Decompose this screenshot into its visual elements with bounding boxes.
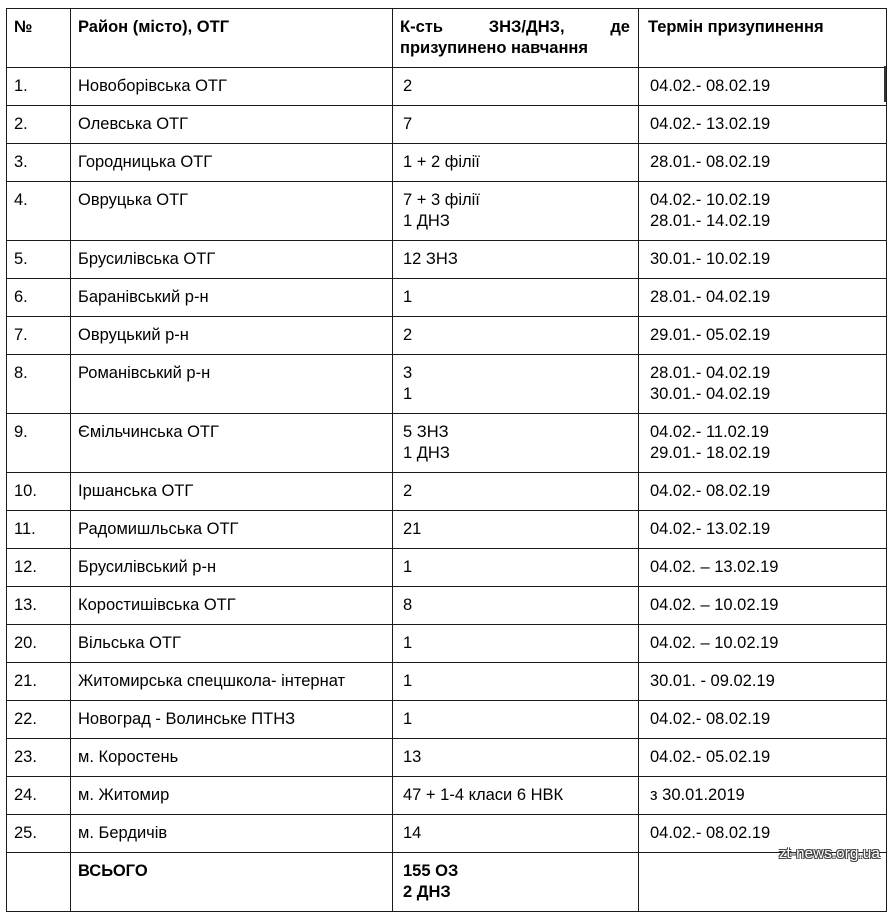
row-term bbox=[639, 473, 887, 511]
row-district: Брусилівська ОТГ bbox=[71, 241, 393, 279]
row-number: 23. bbox=[7, 739, 71, 777]
row-number: 13. bbox=[7, 587, 71, 625]
row-term-line: 04.02.- 08.02.19 bbox=[650, 710, 771, 728]
row-count-line: 47 + 1-4 класи 6 НВК bbox=[403, 786, 564, 804]
row-number: 1. bbox=[7, 68, 71, 106]
row-count bbox=[393, 511, 639, 549]
row-count-line: 2 bbox=[403, 326, 413, 344]
row-number: 7. bbox=[7, 317, 71, 355]
row-count-line: 1 + 2 філії bbox=[403, 153, 480, 171]
total-label: ВСЬОГО bbox=[71, 853, 393, 912]
total-row bbox=[7, 853, 887, 912]
row-term-line: з 30.01.2019 bbox=[650, 786, 745, 804]
row-term-line: 28.01.- 08.02.19 bbox=[650, 153, 771, 171]
table-row bbox=[7, 182, 887, 241]
total-count bbox=[393, 853, 639, 912]
table-row bbox=[7, 68, 887, 106]
row-count bbox=[393, 663, 639, 701]
page-edge-divider bbox=[884, 66, 886, 102]
row-term bbox=[639, 317, 887, 355]
row-number: 11. bbox=[7, 511, 71, 549]
row-count bbox=[393, 815, 639, 853]
row-term-line: 04.02. – 13.02.19 bbox=[650, 558, 779, 576]
row-count-line: 8 bbox=[403, 596, 413, 614]
row-district: м. Житомир bbox=[71, 777, 393, 815]
row-number: 6. bbox=[7, 279, 71, 317]
row-count-line: 1 ДНЗ bbox=[403, 444, 450, 462]
table-row bbox=[7, 701, 887, 739]
row-number: 5. bbox=[7, 241, 71, 279]
row-term bbox=[639, 241, 887, 279]
table-row bbox=[7, 473, 887, 511]
row-count bbox=[393, 317, 639, 355]
row-count-line: 21 bbox=[403, 520, 422, 538]
row-district: Овруцька ОТГ bbox=[71, 182, 393, 241]
table-row bbox=[7, 587, 887, 625]
row-district: м. Бердичів bbox=[71, 815, 393, 853]
row-term-line: 04.02.- 08.02.19 bbox=[650, 482, 771, 500]
row-number: 21. bbox=[7, 663, 71, 701]
row-number: 22. bbox=[7, 701, 71, 739]
row-term-line: 04.02.- 11.02.19 bbox=[650, 423, 769, 441]
table-row bbox=[7, 815, 887, 853]
header-term: Термін призупинення bbox=[639, 9, 887, 68]
row-district: Баранівський р-н bbox=[71, 279, 393, 317]
table-row bbox=[7, 777, 887, 815]
row-count bbox=[393, 777, 639, 815]
row-term bbox=[639, 739, 887, 777]
row-count-line: 3 bbox=[403, 364, 413, 382]
row-term-line: 29.01.- 05.02.19 bbox=[650, 326, 771, 344]
row-number: 8. bbox=[7, 355, 71, 414]
row-term bbox=[639, 587, 887, 625]
row-count-line: 5 ЗНЗ bbox=[403, 423, 449, 441]
table-body bbox=[7, 9, 887, 912]
row-number: 4. bbox=[7, 182, 71, 241]
total-count-line: 2 ДНЗ bbox=[403, 883, 451, 901]
row-number: 10. bbox=[7, 473, 71, 511]
row-term-line: 28.01.- 14.02.19 bbox=[650, 212, 771, 230]
row-district: Вільська ОТГ bbox=[71, 625, 393, 663]
row-term bbox=[639, 144, 887, 182]
row-term-line: 30.01. - 09.02.19 bbox=[650, 672, 775, 690]
row-count bbox=[393, 701, 639, 739]
table-row bbox=[7, 355, 887, 414]
row-term bbox=[639, 279, 887, 317]
row-term-line: 29.01.- 18.02.19 bbox=[650, 444, 771, 462]
row-count-line: 1 bbox=[403, 710, 413, 728]
table-row bbox=[7, 511, 887, 549]
row-term bbox=[639, 511, 887, 549]
header-district: Район (місто), ОТГ bbox=[71, 9, 393, 68]
row-term-line: 30.01.- 10.02.19 bbox=[650, 250, 771, 268]
site-watermark: zt-news.org.ua bbox=[778, 845, 880, 862]
row-count bbox=[393, 549, 639, 587]
row-term bbox=[639, 182, 887, 241]
row-number: 12. bbox=[7, 549, 71, 587]
row-count-line: 1 bbox=[403, 634, 413, 652]
row-term bbox=[639, 355, 887, 414]
table-row bbox=[7, 625, 887, 663]
table-row bbox=[7, 549, 887, 587]
row-term-line: 04.02.- 10.02.19 bbox=[650, 191, 771, 209]
row-count bbox=[393, 414, 639, 473]
row-term-line: 28.01.- 04.02.19 bbox=[650, 364, 771, 382]
row-count-line: 1 bbox=[403, 672, 413, 690]
table-header-row bbox=[7, 9, 887, 68]
table-row bbox=[7, 739, 887, 777]
table-row bbox=[7, 279, 887, 317]
row-term-line: 04.02.- 08.02.19 bbox=[650, 824, 771, 842]
row-district: м. Коростень bbox=[71, 739, 393, 777]
total-number bbox=[7, 853, 71, 912]
header-count: К-сть ЗНЗ/ДНЗ, де призупинено навчання bbox=[393, 9, 639, 68]
row-count bbox=[393, 355, 639, 414]
row-count-line: 7 + 3 філії bbox=[403, 191, 480, 209]
table-row bbox=[7, 317, 887, 355]
row-count bbox=[393, 473, 639, 511]
row-district: Романівський р-н bbox=[71, 355, 393, 414]
row-district: Брусилівський р-н bbox=[71, 549, 393, 587]
row-term-line: 04.02. – 10.02.19 bbox=[650, 634, 779, 652]
row-term bbox=[639, 701, 887, 739]
row-count-line: 1 ДНЗ bbox=[403, 212, 450, 230]
row-count bbox=[393, 182, 639, 241]
row-count-line: 1 bbox=[403, 288, 413, 306]
row-count-line: 2 bbox=[403, 77, 413, 95]
row-count-line: 1 bbox=[403, 385, 413, 403]
row-term-line: 04.02. – 10.02.19 bbox=[650, 596, 779, 614]
header-number: № bbox=[7, 9, 71, 68]
row-district: Коростишівська ОТГ bbox=[71, 587, 393, 625]
row-term bbox=[639, 777, 887, 815]
row-district: Городницька ОТГ bbox=[71, 144, 393, 182]
row-number: 25. bbox=[7, 815, 71, 853]
row-district: Олевська ОТГ bbox=[71, 106, 393, 144]
row-number: 2. bbox=[7, 106, 71, 144]
row-district: Новоборівська ОТГ bbox=[71, 68, 393, 106]
row-district: Іршанська ОТГ bbox=[71, 473, 393, 511]
row-count bbox=[393, 68, 639, 106]
row-count-line: 2 bbox=[403, 482, 413, 500]
row-district: Новоград - Волинське ПТНЗ bbox=[71, 701, 393, 739]
row-number: 24. bbox=[7, 777, 71, 815]
row-district: Ємільчинська ОТГ bbox=[71, 414, 393, 473]
table-row bbox=[7, 144, 887, 182]
row-number: 9. bbox=[7, 414, 71, 473]
row-district: Овруцький р-н bbox=[71, 317, 393, 355]
row-term-line: 04.02.- 13.02.19 bbox=[650, 520, 771, 538]
row-count bbox=[393, 587, 639, 625]
row-district: Радомишльська ОТГ bbox=[71, 511, 393, 549]
row-count-line: 1 bbox=[403, 558, 413, 576]
row-term bbox=[639, 663, 887, 701]
row-term bbox=[639, 68, 887, 106]
row-count bbox=[393, 144, 639, 182]
row-count bbox=[393, 106, 639, 144]
row-count bbox=[393, 739, 639, 777]
row-count-line: 14 bbox=[403, 824, 422, 842]
table-row bbox=[7, 241, 887, 279]
schools-suspension-table bbox=[6, 8, 887, 912]
row-number: 3. bbox=[7, 144, 71, 182]
row-count-line: 13 bbox=[403, 748, 422, 766]
table-row bbox=[7, 106, 887, 144]
row-term-line: 04.02.- 08.02.19 bbox=[650, 77, 771, 95]
row-term bbox=[639, 414, 887, 473]
total-count-line: 155 ОЗ bbox=[403, 862, 459, 880]
row-count bbox=[393, 279, 639, 317]
row-term-line: 04.02.- 13.02.19 bbox=[650, 115, 771, 133]
row-term-line: 30.01.- 04.02.19 bbox=[650, 385, 771, 403]
row-term-line: 28.01.- 04.02.19 bbox=[650, 288, 771, 306]
row-term-line: 04.02.- 05.02.19 bbox=[650, 748, 771, 766]
row-term bbox=[639, 549, 887, 587]
row-count-line: 12 ЗНЗ bbox=[403, 250, 458, 268]
table-row bbox=[7, 663, 887, 701]
table-row bbox=[7, 414, 887, 473]
row-count bbox=[393, 625, 639, 663]
row-term bbox=[639, 625, 887, 663]
row-count bbox=[393, 241, 639, 279]
row-number: 20. bbox=[7, 625, 71, 663]
row-count-line: 7 bbox=[403, 115, 413, 133]
row-term bbox=[639, 106, 887, 144]
row-district: Житомирська спецшкола- інтернат bbox=[71, 663, 393, 701]
